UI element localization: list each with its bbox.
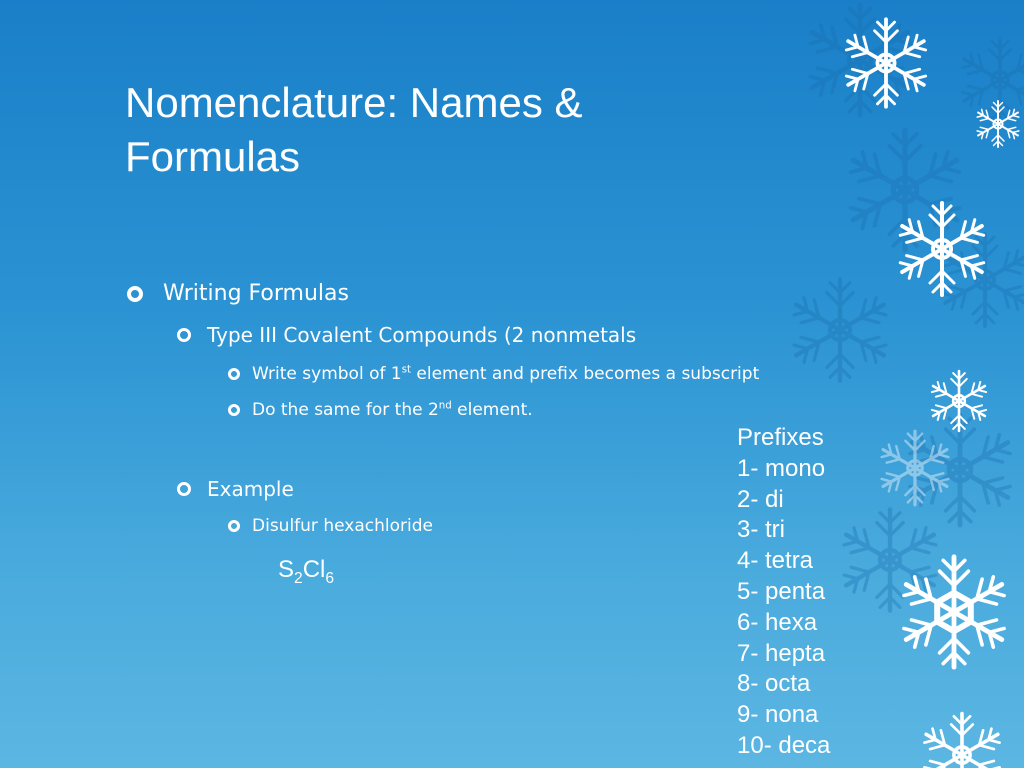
prefix-item: 1- mono <box>737 454 826 482</box>
formula-subscript: 2 <box>294 569 303 587</box>
bullet-example <box>207 477 294 501</box>
bullet-text: Disulfur hexachloride <box>252 516 433 536</box>
prefix-item: 5- penta <box>737 577 826 605</box>
bullet-writing-formulas <box>163 281 349 306</box>
prefix-item: 8- octa <box>737 670 811 698</box>
prefix-item: 7- hepta <box>737 639 826 667</box>
ordinal-superscript: st <box>401 364 412 376</box>
formula-element-cl: Cl <box>302 556 326 583</box>
bullet-write-symbol <box>252 364 759 384</box>
prefix-item: 9- nona <box>737 701 819 729</box>
prefix-heading: Prefixes <box>737 424 824 451</box>
bullet-marker-icon <box>228 404 240 416</box>
prefix-item: 6- hexa <box>737 608 818 636</box>
bullet-marker-icon <box>177 328 191 342</box>
bullet-text: Type III Covalent Compounds (2 nonmetals <box>207 323 637 347</box>
bullet-disulfur-hexachloride <box>252 516 433 536</box>
ordinal-superscript: nd <box>438 400 452 412</box>
chemical-formula <box>278 556 335 587</box>
formula-element-s: S <box>278 556 295 583</box>
bullet-text-before: Do the same for the 2 <box>252 400 439 420</box>
bullet-marker-icon <box>177 482 191 496</box>
bullet-same-for-second <box>252 400 533 420</box>
bullet-marker-icon <box>228 520 240 532</box>
bullet-text: Writing Formulas <box>163 281 349 306</box>
prefix-item: 10- deca <box>737 731 831 759</box>
bullet-marker-icon <box>127 286 143 302</box>
prefix-item: 2- di <box>737 485 784 513</box>
prefix-item: 4- tetra <box>737 547 814 575</box>
prefix-item: 3- tri <box>737 516 785 544</box>
bullet-text-before: Write symbol of 1 <box>252 364 402 384</box>
page-title: Nomenclature: Names & Formulas <box>125 79 583 180</box>
bullet-marker-icon <box>228 368 240 380</box>
prefix-list <box>737 423 830 762</box>
formula-subscript: 6 <box>325 569 335 587</box>
bullet-text: Example <box>207 477 294 501</box>
bullet-type-iii-covalent <box>207 323 636 347</box>
bullet-text-after: element and prefix becomes a subscript <box>411 364 760 384</box>
bullet-text-after: element. <box>451 400 533 420</box>
